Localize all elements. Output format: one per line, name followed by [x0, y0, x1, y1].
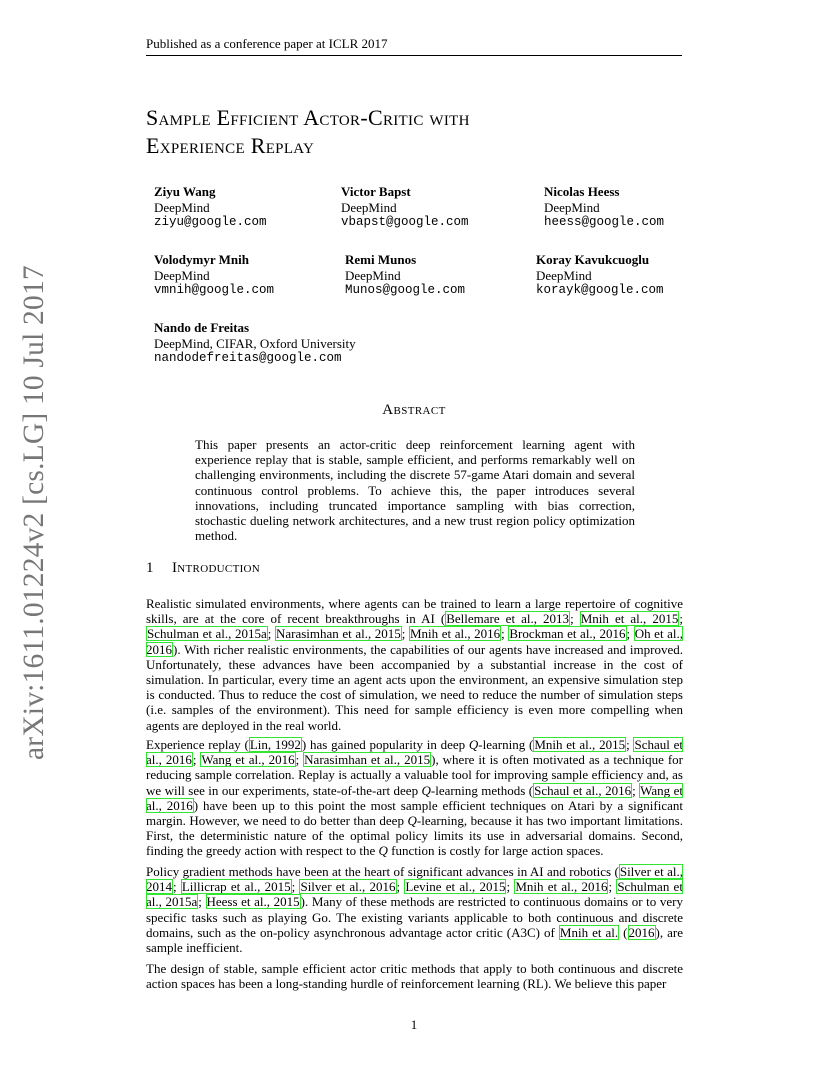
paragraph-text: ), where it is often motivated as a technique for reducing sample correlation. Replay is actually a valuable tool for improving sample efficiency and, as we will see in our experiments, state-of-the-art deep: [146, 752, 683, 798]
paragraph-text: ;: [295, 752, 304, 768]
citation-link[interactable]: Mnih et al., 2015: [580, 611, 679, 627]
author-affiliation: DeepMind: [536, 267, 592, 283]
math-symbol: Q: [468, 737, 479, 752]
paragraph-text: ;: [632, 782, 640, 798]
author-name: Ziyu Wang: [154, 184, 216, 199]
paragraph-text: ;: [173, 879, 181, 895]
paragraph-text: ;: [679, 611, 683, 627]
paragraph-text: Policy gradient methods have been at the heart of significant advances in AI and robotics (: [146, 864, 619, 879]
paragraph-text: ;: [396, 879, 405, 895]
citation-link[interactable]: Mnih et al., 2016: [409, 626, 501, 642]
citation-link[interactable]: Narasimhan et al., 2015: [304, 752, 431, 768]
citation-link[interactable]: Narasimhan et al., 2015: [275, 626, 401, 642]
author-affiliation: DeepMind: [345, 267, 401, 283]
author-name: Victor Bapst: [341, 184, 411, 199]
author-block: [154, 320, 356, 367]
paragraph-text: ;: [626, 737, 634, 752]
paragraph-text: (: [619, 924, 628, 940]
citation-link[interactable]: Levine et al., 2015: [405, 879, 506, 895]
author-affiliation: DeepMind: [154, 267, 210, 283]
author-affiliation: DeepMind: [154, 199, 210, 215]
citation-link[interactable]: Mnih et al.: [559, 924, 619, 940]
body-paragraph: [146, 737, 683, 859]
author-email[interactable]: vmnih@google.com: [154, 283, 275, 297]
author-block: [544, 184, 664, 231]
paragraph-text: ;: [291, 879, 300, 895]
citation-link[interactable]: Wang et al., 2016: [201, 752, 295, 768]
citation-link[interactable]: Schulman et al., 2015a: [147, 626, 267, 642]
paragraph-text: -learning, because it has two important limitations. First, the deterministic nature of the optimal policy limits its use in adversarial domains. Second, finding the greedy action with respect to the: [146, 813, 683, 859]
paragraph-text: ;: [501, 626, 509, 642]
abstract-heading: Abstract: [382, 402, 446, 418]
author-name: Remi Munos: [345, 252, 417, 267]
author-affiliation: DeepMind: [341, 199, 397, 215]
author-block: [154, 252, 274, 299]
author-email[interactable]: vbapst@google.com: [341, 215, 469, 229]
paragraph-text: ;: [198, 894, 206, 910]
citation-link[interactable]: Oh et al., 2016: [146, 626, 684, 657]
author-email[interactable]: nandodefreitas@google.com: [154, 351, 342, 365]
citation-link[interactable]: Wang et al., 2016: [146, 782, 683, 813]
paragraph-text: ;: [401, 626, 409, 642]
paragraph-text: function is costly for large action spaces.: [387, 843, 604, 859]
paragraph-text: ;: [192, 752, 201, 768]
citation-link[interactable]: Mnih et al., 2016: [515, 879, 608, 895]
citation-link[interactable]: Brockman et al., 2016: [509, 626, 626, 642]
author-block: [341, 184, 469, 231]
citation-link[interactable]: Bellemare et al., 2013: [446, 611, 570, 627]
author-block: [536, 252, 664, 299]
author-email[interactable]: ziyu@google.com: [154, 215, 267, 229]
paper-title: [146, 104, 706, 160]
author-email[interactable]: Munos@google.com: [345, 283, 466, 297]
author-name: Nando de Freitas: [154, 320, 250, 335]
citation-link[interactable]: Lin, 1992: [249, 737, 301, 752]
citation-link[interactable]: Schaul et al., 2016: [146, 737, 684, 768]
abstract-text: This paper presents an actor-critic deep reinforcement learning agent with experience replay that is stable, sample efficient, and performs remarkably well on challenging environments, including the discrete 57-game Atari domain and several continuous control problems. To achieve this, the paper introduces several innovations, including truncated importance sampling with bias correction, stochastic dueling network architectures, and a new trust region policy optimization method.: [195, 437, 635, 544]
paragraph-text: -learning methods (: [430, 782, 534, 798]
paragraph-text: -learning (: [478, 737, 534, 752]
math-symbol: Q: [421, 782, 431, 798]
body-paragraph: The design of stable, sample efficient actor critic methods that apply to both continuous and discrete action spaces has been a long-standing hurdle of reinforcement learning (RL). We believe this paper: [146, 961, 683, 992]
author-name: Volodymyr Mnih: [154, 252, 249, 267]
author-email[interactable]: heess@google.com: [544, 215, 665, 229]
author-email[interactable]: korayk@google.com: [536, 283, 664, 297]
paragraph-text: ;: [626, 626, 634, 642]
citation-link[interactable]: Heess et al., 2015: [206, 894, 300, 910]
citation-link[interactable]: Lillicrap et al., 2015: [181, 879, 291, 895]
author-affiliation: DeepMind, CIFAR, Oxford University: [154, 335, 356, 351]
running-head: Published as a conference paper at ICLR 2017: [146, 36, 682, 56]
section-heading: [146, 560, 260, 577]
math-symbol: Q: [378, 843, 388, 859]
paragraph-text: ;: [506, 879, 515, 895]
citation-link[interactable]: Mnih et al., 2015: [534, 737, 626, 752]
citation-link[interactable]: Schulman et al., 2015a: [146, 879, 683, 910]
arxiv-identifier-stamp[interactable]: arXiv:1611.01224v2 [cs.LG] 10 Jul 2017: [18, 265, 50, 760]
page-number: 1: [410, 1017, 418, 1032]
body-paragraph: [146, 864, 683, 955]
citation-link[interactable]: Silver et al., 2016: [300, 879, 396, 895]
citation-link[interactable]: Silver et al., 2014: [146, 864, 683, 895]
author-name: Koray Kavukcuoglu: [536, 252, 650, 267]
paragraph-text: ) has gained popularity in deep: [301, 737, 469, 752]
paragraph-text: ). Many of these methods are restricted to continuous domains or to very specific tasks such as playing Go. The existing variants applicable to both continuous and discrete domains, such as the on-policy asynchronous advantage actor critic (A3C) of: [146, 894, 683, 940]
paragraph-text: ;: [267, 626, 275, 642]
section-title: Introduction: [172, 560, 261, 576]
paragraph-text: ;: [608, 879, 617, 895]
paragraph-text: ) have been up to this point the most sample efficient techniques on Atari by a significant margin. However, we need to do better than deep: [146, 797, 683, 829]
paragraph-text: ). With richer realistic environments, the capabilities of our agents have increased and improved. Unfortunately, these advances have been accompanied by a substantial increase in the cost of simulation. In particular, every time an agent acts upon the environment, an expensive simulation step is conducted. Thus to reduce the cost of simulation, we need to reduce the number of simulation steps (i.e. samples of the environment). This need for sample efficiency is even more compelling when agents are deployed in the real world.: [146, 641, 683, 733]
section-number: 1: [146, 560, 154, 576]
citation-link[interactable]: 2016: [628, 924, 655, 940]
citation-link[interactable]: Schaul et al., 2016: [534, 782, 632, 798]
body-paragraph: [146, 596, 683, 733]
paragraph-text: Experience replay (: [146, 737, 249, 752]
title-line-2: Experience Replay: [146, 133, 315, 158]
author-affiliation: DeepMind: [544, 199, 600, 215]
paragraph-text: Realistic simulated environments, where agents can be trained to learn a large repertoire of cognitive skills, are at the core of recent breakthroughs in AI (: [146, 596, 683, 627]
paragraph-text: ), are sample inefficient.: [146, 924, 683, 956]
author-name: Nicolas Heess: [544, 184, 620, 199]
author-block: [345, 252, 465, 299]
title-line-1: Sample Efficient Actor-Critic with: [146, 105, 470, 130]
author-block: [154, 184, 267, 231]
paragraph-text: ;: [570, 611, 580, 627]
math-symbol: Q: [407, 813, 417, 829]
